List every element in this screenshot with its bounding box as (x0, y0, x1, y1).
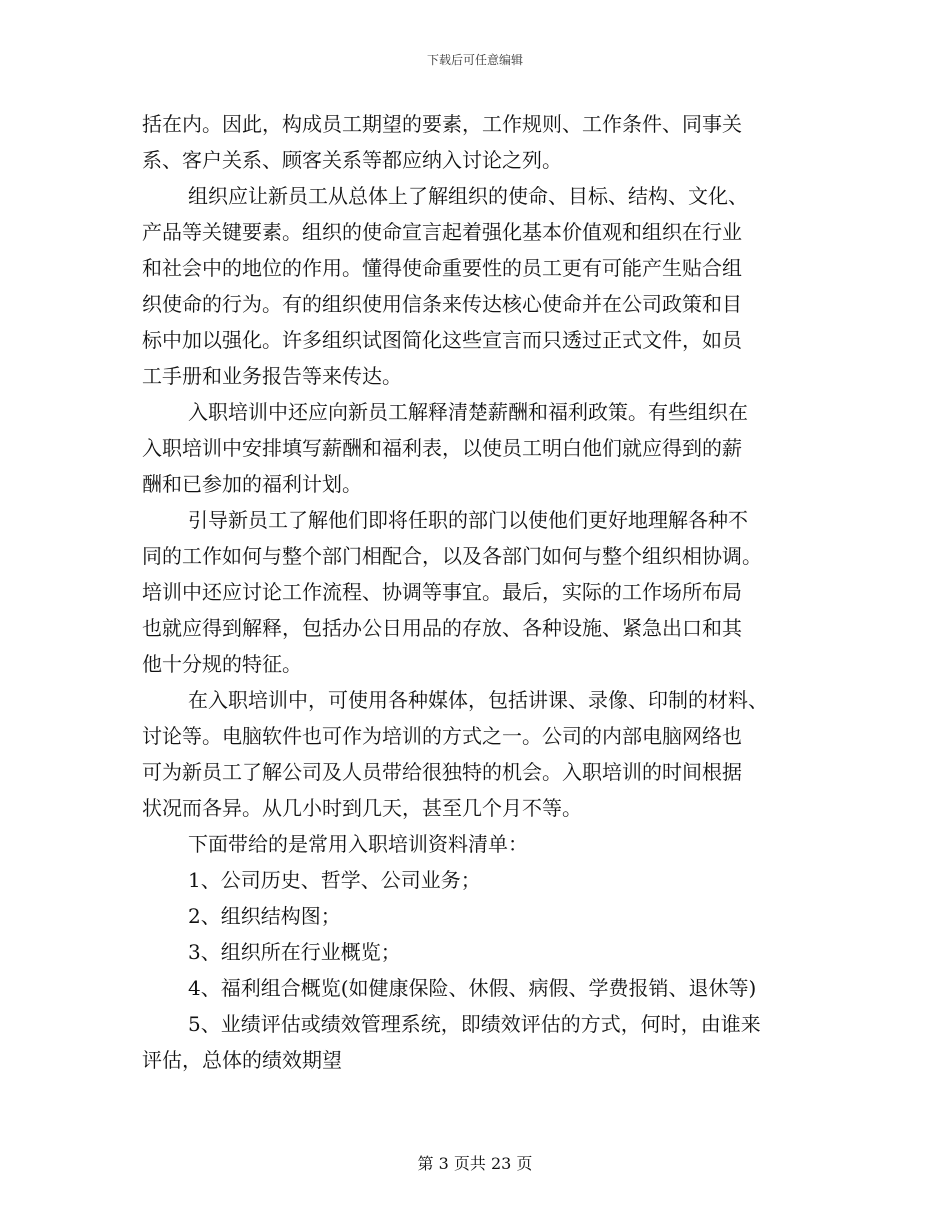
text-line: 引导新员工了解他们即将任职的部门以使他们更好地理解各种不 (188, 508, 748, 532)
text-line: 在入职培训中，可使用各种媒体，包括讲课、录像、印制的材料、 (188, 688, 768, 712)
list (142, 862, 812, 1078)
paragraph (142, 502, 812, 682)
text-line: 他十分规的特征。 (142, 652, 302, 676)
text-line: 织使命的行为。有的组织使用信条来传达核心使命并在公司政策和目 (142, 292, 742, 316)
text-line: 系、客户关系、顾客关系等都应纳入讨论之列。 (142, 148, 562, 172)
list-item (142, 898, 812, 934)
text-line: 可为新员工了解公司及人员带给很独特的机会。入职培训的时间根据 (142, 760, 742, 784)
text-line: 同的工作如何与整个部门相配合，以及各部门如何与整个组织相协调。 (142, 544, 762, 568)
paragraph (142, 106, 812, 178)
paragraph (142, 394, 812, 502)
text-line: 入职培训中安排填写薪酬和福利表，以使员工明白他们就应得到的薪 (142, 436, 742, 460)
paragraph (142, 178, 812, 394)
page-number: 第 3 页共 23 页 (417, 1154, 533, 1173)
text-line: 工手册和业务报告等来传达。 (142, 364, 402, 388)
text-line: 下面带给的是常用入职培训资料清单： (188, 832, 528, 856)
text-line: 也就应得到解释，包括办公日用品的存放、各种设施、紧急出口和其 (142, 616, 742, 640)
paragraph (142, 682, 812, 826)
page-header: 下载后可任意编辑 (426, 53, 523, 67)
list-item (142, 970, 812, 1006)
text-line: 4、福利组合概览(如健康保险、休假、病假、学费报销、退休等) (188, 976, 757, 1000)
text-line: 和社会中的地位的作用。懂得使命重要性的员工更有可能产生贴合组 (142, 256, 742, 280)
text-line: 括在内。因此，构成员工期望的要素，工作规则、工作条件、同事关 (142, 112, 742, 136)
text-line: 标中加以强化。许多组织试图简化这些宣言而只透过正式文件，如员 (142, 328, 742, 352)
text-line: 1、公司历史、哲学、公司业务； (188, 868, 481, 892)
text-line: 讨论等。电脑软件也可作为培训的方式之一。公司的内部电脑网络也 (142, 724, 742, 748)
text-line: 组织应让新员工从总体上了解组织的使命、目标、结构、文化、 (188, 184, 748, 208)
document-body (142, 106, 812, 1078)
paragraph (142, 826, 812, 862)
text-line: 酬和已参加的福利计划。 (142, 472, 362, 496)
text-line: 状况而各异。从几小时到几天，甚至几个月不等。 (142, 796, 582, 820)
list-item (142, 862, 812, 898)
text-line: 产品等关键要素。组织的使命宣言起着强化基本价值观和组织在行业 (142, 220, 742, 244)
text-line: 2、组织结构图； (188, 904, 341, 928)
text-line: 3、组织所在行业概览； (188, 940, 401, 964)
text-line: 入职培训中还应向新员工解释清楚薪酬和福利政策。有些组织在 (188, 400, 748, 424)
text-line: 评估，总体的绩效期望 (142, 1048, 342, 1072)
list-item (142, 1006, 812, 1078)
text-line: 培训中还应讨论工作流程、协调等事宜。最后，实际的工作场所布局 (142, 580, 742, 604)
text-line: 5、业绩评估或绩效管理系统，即绩效评估的方式，何时，由谁来 (188, 1012, 761, 1036)
list-item (142, 934, 812, 970)
